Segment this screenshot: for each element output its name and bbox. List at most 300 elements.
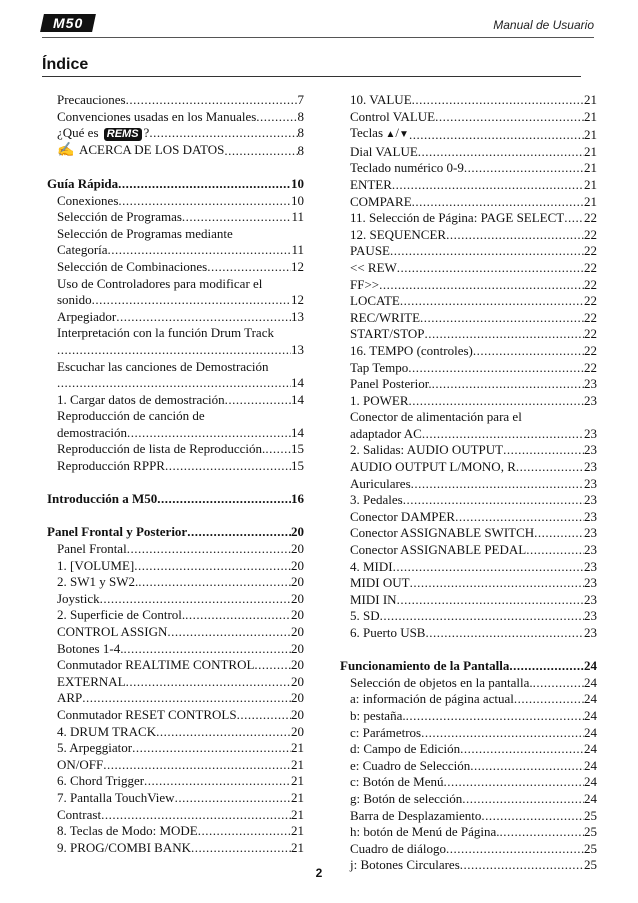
toc-entry-title: Reproducción RPPR (57, 458, 165, 474)
toc-entry[interactable] (340, 376, 597, 393)
toc-page-number: 11 (291, 242, 304, 258)
toc-entry-title: Panel Frontal y Posterior (47, 524, 188, 540)
toc-entry[interactable] (340, 343, 597, 360)
toc-entry[interactable] (47, 707, 304, 724)
toc-section-entry[interactable] (47, 176, 304, 193)
dot-leader (503, 442, 584, 459)
toc-entry-title: Control VALUE (350, 108, 436, 124)
toc-page-number: 22 (584, 276, 597, 292)
toc-page-number: 24 (584, 757, 597, 773)
toc-entry[interactable] (47, 125, 304, 142)
toc-entry-title: 6. Puerto USB (350, 625, 426, 640)
toc-entry[interactable] (340, 109, 597, 126)
section-gap (47, 475, 304, 492)
toc-page-number: 21 (584, 176, 597, 192)
toc-page-number: 14 (291, 391, 304, 407)
toc-entry-title: Conexiones (57, 192, 119, 208)
toc-entry-title: REC/WRITE (350, 309, 421, 325)
toc-page-number: 21 (584, 108, 597, 124)
dot-leader (126, 92, 298, 109)
toc-page-number: 24 (584, 674, 597, 690)
toc-entry[interactable] (340, 509, 597, 526)
toc-entry[interactable] (47, 441, 304, 458)
dot-leader (127, 541, 291, 558)
toc-page-number: 20 (291, 706, 304, 722)
toc-entry-title: e: Cuadro de Selección (350, 757, 471, 773)
header-divider (42, 37, 594, 38)
dot-leader (418, 144, 584, 161)
toc-page-number: 20 (291, 541, 304, 557)
toc-entry[interactable] (340, 824, 597, 841)
dot-leader (187, 524, 291, 541)
toc-page-number: 24 (584, 741, 597, 757)
toc-page-number: 21 (291, 740, 304, 756)
toc-entry[interactable] (340, 708, 597, 725)
toc-entry[interactable] (47, 309, 304, 326)
toc-entry-title: AUDIO OUTPUT L/MONO, R (350, 459, 516, 475)
toc-entry-title: Teclado numérico 0-9 (350, 160, 464, 176)
toc-entry[interactable] (340, 92, 597, 109)
dot-leader (421, 725, 584, 742)
toc-entry-title: 7. Pantalla TouchView (57, 789, 175, 805)
dot-leader (118, 176, 291, 193)
toc-page-number: 21 (291, 806, 304, 822)
toc-entry-title: 16. TEMPO (controles) (350, 342, 473, 358)
toc-page-number: 20 (291, 607, 304, 623)
toc-entry-title: 8. Teclas de Modo: MODE (57, 823, 198, 839)
dot-leader (432, 376, 584, 393)
dot-leader (101, 807, 291, 824)
page-number: 2 (315, 866, 323, 880)
toc-entry[interactable] (340, 260, 597, 277)
toc-entry[interactable] (340, 492, 597, 509)
toc-entry-title: 1. POWER (350, 392, 409, 408)
toc-entry[interactable] (47, 690, 304, 707)
arrow-down-icon: ▼ (399, 129, 409, 141)
toc-page-number: 24 (584, 691, 597, 707)
toc-entry-title: Cuadro de diálogo (350, 840, 447, 856)
toc-entry[interactable] (47, 541, 304, 558)
dot-leader (516, 459, 584, 476)
toc-entry-title: LOCATE (350, 293, 400, 309)
toc-page-number: 22 (584, 309, 597, 325)
dot-leader (134, 558, 291, 575)
toc-entry[interactable] (340, 125, 597, 144)
dot-leader (185, 607, 291, 624)
toc-page-number: 8 (297, 142, 304, 158)
dot-leader (57, 375, 291, 392)
toc-entry[interactable] (47, 342, 304, 359)
toc-entry[interactable] (47, 458, 304, 475)
toc-entry-title: EXTERNAL (57, 673, 126, 689)
toc-entry[interactable] (47, 375, 304, 392)
toc-page-number: 10 (291, 175, 304, 191)
toc-entry[interactable] (47, 591, 304, 608)
dot-leader (420, 310, 584, 327)
toc-page-number: 12 (291, 258, 304, 274)
toc-entry-text: Teclas (350, 125, 384, 141)
toc-entry[interactable] (340, 442, 597, 459)
dot-leader (446, 841, 584, 858)
toc-entry-title: 2. Superficie de Control. (57, 607, 186, 623)
toc-entry-text: ? (143, 125, 150, 141)
dot-leader (380, 608, 584, 625)
toc-entry[interactable] (340, 326, 597, 343)
toc-page-number: 22 (584, 293, 597, 309)
toc-entry-title: Categoría (57, 242, 108, 258)
dot-leader (470, 758, 584, 775)
toc-page-number: 23 (584, 542, 597, 558)
toc-entry-title: ENTER (350, 176, 392, 192)
toc-entry-title: 2. Salidas: AUDIO OUTPUT (350, 442, 504, 458)
toc-entry-title: Conector ASSIGNABLE PEDAL (350, 542, 527, 558)
toc-page-number: 23 (584, 525, 597, 541)
toc-entry[interactable] (47, 641, 304, 658)
toc-entry-title: h: botón de Menú de Página. (350, 824, 500, 840)
toc-page-number: 21 (584, 160, 597, 176)
toc-entry[interactable] (340, 310, 597, 327)
toc-entry-title: Conector DAMPER (350, 508, 456, 524)
toc-entry[interactable] (340, 625, 597, 642)
dot-leader (425, 326, 584, 343)
toc-entry-title: 1. [VOLUME] (57, 557, 135, 573)
toc-entry[interactable] (47, 790, 304, 807)
toc-entry-text: ACERCA DE LOS DATOS (79, 141, 225, 157)
toc-page-number: 24 (584, 658, 597, 674)
toc-page-number: 20 (291, 657, 304, 673)
rems-logo: REMS (104, 128, 142, 141)
toc-page-number: 23 (584, 558, 597, 574)
toc-entry-line: Reproducción de canción de (57, 408, 205, 424)
toc-entry-title: adaptador AC (350, 425, 422, 441)
toc-page-number: 25 (584, 824, 597, 840)
toc-entry[interactable] (47, 425, 304, 442)
toc-entry-title (350, 125, 409, 144)
toc-entry-title: Selección de Combinaciones (57, 258, 208, 274)
dot-leader (123, 641, 291, 658)
dot-leader (422, 426, 584, 443)
dot-leader (149, 125, 297, 142)
dot-leader (191, 840, 291, 857)
toc-entry[interactable] (47, 724, 304, 741)
toc-entry[interactable] (340, 476, 597, 493)
toc-entry-title: Selección de objetos en la pantalla. (350, 674, 533, 690)
toc-page-number: 21 (291, 789, 304, 805)
toc-entry[interactable] (340, 360, 597, 377)
dot-leader (392, 177, 584, 194)
toc-entry-title: PAUSE (350, 243, 390, 259)
toc-section-entry[interactable] (47, 524, 304, 541)
toc-page-number: 23 (584, 575, 597, 591)
toc-page-number: 11 (291, 209, 304, 225)
toc-entry-title: START/STOP (350, 326, 425, 342)
toc-entry-title: Botones 1-4. (57, 640, 124, 656)
toc-entry[interactable] (47, 840, 304, 857)
toc-left-column (47, 92, 304, 856)
toc-entry[interactable] (340, 227, 597, 244)
toc-entry[interactable] (47, 657, 304, 674)
toc-entry[interactable] (47, 607, 304, 624)
toc-page-number: 23 (584, 392, 597, 408)
toc-entry-line: Selección de Programas mediante (57, 225, 233, 241)
manual-header-title: Manual de Usuario (493, 18, 594, 32)
toc-entry[interactable] (340, 144, 597, 161)
toc-entry-title: ARP (57, 690, 83, 706)
toc-entry[interactable] (340, 559, 597, 576)
toc-entry[interactable] (340, 459, 597, 476)
toc-page-number: 24 (584, 724, 597, 740)
toc-page-number: 24 (584, 707, 597, 723)
dot-leader (412, 92, 584, 109)
dot-leader (138, 574, 291, 591)
toc-entry-title: c: Botón de Menú (350, 774, 444, 790)
dot-leader (435, 109, 584, 126)
title-divider (42, 76, 581, 77)
dot-leader (509, 658, 584, 675)
dot-leader (126, 674, 291, 691)
toc-page-number: 14 (291, 375, 304, 391)
toc-page-number: 21 (584, 143, 597, 159)
toc-entry[interactable] (340, 808, 597, 825)
dot-leader (108, 242, 292, 259)
dot-leader (379, 277, 584, 294)
toc-entry-title: 1. Cargar datos de demostración (57, 391, 225, 407)
toc-entry-title: Conmutador RESET CONTROLS (57, 706, 237, 722)
dot-leader (127, 425, 291, 442)
toc-entry[interactable] (47, 92, 304, 109)
arrow-up-icon: ▲ (383, 129, 396, 141)
toc-entry[interactable] (340, 758, 597, 775)
toc-entry-title: Tap Tempo (350, 359, 409, 375)
toc-entry[interactable] (340, 426, 597, 443)
toc-entry[interactable] (340, 791, 597, 808)
dot-leader (533, 675, 584, 692)
dot-leader (499, 824, 584, 841)
toc-entry-title: 3. Pedales (350, 492, 403, 508)
dot-leader (455, 509, 584, 526)
toc-entry-title (57, 142, 224, 160)
pen-icon: ✍ (57, 142, 75, 158)
toc-entry-title: Auriculares (350, 475, 411, 491)
toc-entry[interactable] (47, 292, 304, 309)
dot-leader (256, 109, 297, 126)
toc-entry-title: Barra de Desplazamiento (350, 807, 482, 823)
dot-leader (82, 690, 291, 707)
dot-leader (462, 791, 584, 808)
section-gap (340, 642, 597, 659)
toc-page-number: 21 (291, 756, 304, 772)
toc-page-number: 8 (297, 125, 304, 141)
toc-page-number: 23 (584, 475, 597, 491)
toc-entry-title: << REW (350, 259, 397, 275)
toc-entry[interactable] (340, 675, 597, 692)
toc-page-number: 22 (584, 243, 597, 259)
toc-entry[interactable] (340, 393, 597, 410)
toc-page-number: 23 (584, 459, 597, 475)
dot-leader (526, 542, 584, 559)
toc-entry[interactable] (340, 774, 597, 791)
toc-entry[interactable] (340, 542, 597, 559)
toc-entry[interactable] (47, 142, 304, 160)
toc-entry[interactable] (340, 277, 597, 294)
toc-page-number: 23 (584, 425, 597, 441)
dot-leader (92, 292, 291, 309)
toc-entry[interactable] (340, 575, 597, 592)
dot-leader (198, 823, 291, 840)
toc-entry[interactable] (47, 823, 304, 840)
toc-page-number: 21 (584, 92, 597, 107)
toc-page-number: 13 (291, 341, 304, 357)
toc-page-number: 22 (584, 342, 597, 358)
toc-page-number: 10 (291, 192, 304, 208)
toc-page-number: 20 (291, 574, 304, 590)
toc-entry-title: MIDI IN (350, 591, 397, 607)
toc-entry-title: CONTROL ASSIGN (57, 624, 168, 639)
toc-entry[interactable] (340, 210, 597, 227)
dot-leader (446, 227, 584, 244)
dot-leader (409, 127, 584, 144)
toc-entry-title: 2. SW1 y SW2. (57, 574, 139, 590)
dot-leader (473, 343, 584, 360)
toc-entry-title: Arpegiador (57, 308, 117, 324)
toc-entry[interactable] (340, 691, 597, 708)
toc-entry[interactable] (47, 624, 304, 641)
toc-entry[interactable] (47, 109, 304, 126)
dot-leader (481, 808, 584, 825)
dot-leader (57, 342, 291, 359)
page-title: Índice (42, 56, 89, 73)
toc-entry-title: c: Parámetros (350, 724, 422, 740)
toc-page-number: 22 (584, 359, 597, 375)
toc-entry[interactable] (340, 841, 597, 858)
toc-entry-title: Convenciones usadas en los Manuales (57, 108, 257, 124)
toc-entry[interactable] (47, 740, 304, 757)
toc-page-number: 25 (584, 840, 597, 856)
toc-entry-title: 4. DRUM TRACK (57, 723, 157, 739)
toc-page-number: 20 (291, 690, 304, 706)
toc-page-number: 15 (291, 441, 304, 457)
toc-page-number: 16 (291, 491, 304, 507)
dot-leader (406, 708, 584, 725)
toc-entry[interactable] (340, 608, 597, 625)
toc-entry-title: a: información de página actual (350, 691, 514, 707)
toc-entry[interactable] (340, 160, 597, 177)
toc-entry[interactable] (340, 177, 597, 194)
dot-leader (165, 458, 291, 475)
toc-entry[interactable] (47, 558, 304, 575)
dot-leader (409, 393, 585, 410)
toc-page-number: 23 (584, 508, 597, 524)
toc-entry-title: j: Botones Circulares (350, 857, 460, 873)
toc-entry-title: Precauciones (57, 92, 126, 107)
toc-entry-title: Dial VALUE (350, 143, 418, 159)
toc-entry-title: ON/OFF (57, 756, 104, 772)
dot-leader (237, 707, 291, 724)
toc-entry-title: Conmutador REALTIME CONTROL (57, 657, 255, 673)
toc-entry[interactable] (47, 259, 304, 276)
toc-entry[interactable] (47, 392, 304, 409)
toc-page-number: 14 (291, 424, 304, 440)
toc-entry[interactable] (47, 193, 304, 210)
toc-entry[interactable] (340, 741, 597, 758)
toc-page-number: 20 (291, 624, 304, 639)
dot-leader (103, 757, 291, 774)
toc-entry-title: Panel Posterior. (350, 376, 432, 392)
toc-entry-title: MIDI OUT (350, 575, 410, 591)
toc-page-number: 20 (291, 557, 304, 573)
dot-leader (514, 691, 584, 708)
toc-entry[interactable] (340, 725, 597, 742)
toc-entry[interactable] (340, 293, 597, 310)
toc-entry-title: 10. VALUE (350, 92, 412, 107)
toc-entry-title: 9. PROG/COMBI BANK (57, 839, 191, 855)
toc-entry[interactable] (340, 194, 597, 211)
dot-leader (225, 392, 291, 409)
toc-entry-title: 5. Arpeggiator (57, 740, 133, 756)
toc-entry[interactable] (340, 525, 597, 542)
toc-entry[interactable] (47, 209, 304, 226)
toc-entry[interactable] (47, 242, 304, 259)
section-gap (47, 159, 304, 176)
dot-leader (412, 194, 584, 211)
dot-leader (397, 592, 584, 609)
toc-section-entry[interactable] (340, 658, 597, 675)
toc-entry-title: Panel Frontal (57, 541, 127, 557)
section-gap (47, 508, 304, 525)
toc-entry[interactable] (47, 807, 304, 824)
toc-page-number: 20 (291, 723, 304, 739)
m50-logo: M50 (40, 14, 96, 32)
dot-leader (425, 625, 584, 642)
toc-page-number: 23 (584, 625, 597, 640)
toc-page-number: 20 (291, 640, 304, 656)
toc-entry-line: Conector de alimentación para el (350, 409, 522, 425)
toc-entry-title: COMPARE (350, 193, 412, 209)
dot-leader (411, 476, 584, 493)
dot-leader (460, 741, 584, 758)
dot-leader (167, 624, 291, 641)
toc-entry-title: 5. SD (350, 608, 380, 624)
toc-right-column (340, 92, 597, 874)
toc-page-number: 23 (584, 442, 597, 458)
toc-entry-line: Escuchar las canciones de Demostración (57, 358, 269, 374)
toc-page-number: 23 (584, 376, 597, 392)
toc-entry[interactable] (340, 243, 597, 260)
toc-entry[interactable] (340, 592, 597, 609)
toc-entry[interactable] (47, 757, 304, 774)
toc-entry[interactable] (47, 674, 304, 691)
toc-entry[interactable] (47, 773, 304, 790)
toc-page-number: 8 (297, 108, 304, 124)
toc-entry-title: b: pestaña. (350, 707, 406, 723)
toc-page-number: 22 (584, 226, 597, 242)
dot-leader (254, 657, 291, 674)
toc-entry-title: Joystick (57, 590, 100, 606)
toc-entry-title: g: Botón de selección (350, 790, 463, 806)
toc-page-number: 21 (291, 839, 304, 855)
dot-leader (175, 790, 291, 807)
toc-page-number: 12 (291, 292, 304, 308)
toc-entry[interactable] (47, 574, 304, 591)
toc-page-number: 20 (291, 673, 304, 689)
toc-section-entry[interactable] (47, 491, 304, 508)
dot-leader (144, 773, 291, 790)
toc-entry-title: Selección de Programas (57, 209, 182, 225)
toc-page-number: 24 (584, 774, 597, 790)
dot-leader (534, 525, 584, 542)
toc-entry-title: 6. Chord Trigger (57, 773, 145, 789)
toc-page-number: 23 (584, 608, 597, 624)
